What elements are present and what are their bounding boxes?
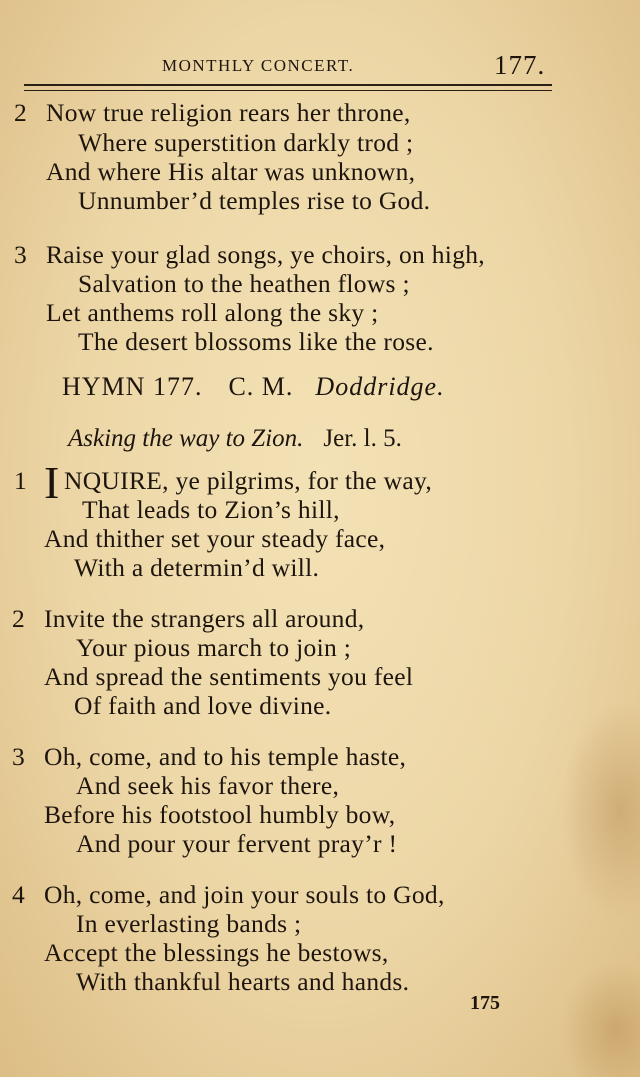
drop-cap: I [44,457,60,508]
hymn-title: HYMN 177. [62,372,203,401]
header-rule-thin [24,90,552,91]
hymn-topic: Asking the way to Zion. [68,425,304,452]
verse-line: That leads to Zion’s hill, [82,495,340,524]
verse-line: And where His altar was unknown, [46,157,416,186]
stanza-number: 3 [14,240,27,269]
hymn-subtitle [68,425,402,453]
running-head: MONTHLY CONCERT. [162,56,355,75]
paper-stain [560,700,640,920]
verse-line: Raise your glad songs, ye choirs, on high, [46,240,485,269]
verse-line: NQUIRE, ye pilgrims, for the way, [64,466,433,495]
verse-line: Now true religion rears her throne, [46,98,411,127]
hymn-author: Doddridge. [315,372,445,401]
verse-line: Let anthems roll along the sky ; [46,298,379,327]
verse-line: Oh, come, and join your souls to God, [44,880,445,909]
page-number: 177. [494,50,546,80]
verse-line: Your pious march to join ; [76,633,352,662]
stanza-number: 1 [14,466,27,495]
stanza-number: 2 [14,98,27,127]
verse-line: Oh, come, and to his temple haste, [44,742,407,771]
verse-line: And seek his favor there, [76,771,340,800]
stanza-number: 2 [12,604,25,633]
hymn-meter: C. M. [228,372,294,401]
paper-stain [560,960,640,1077]
page-header [0,50,640,86]
verse-line: Invite the strangers all around, [44,604,365,633]
verse-line: Before his footstool humbly bow, [44,800,396,829]
verse-line: And spread the sentiments you feel [44,662,414,691]
verse-line: The desert blossoms like the rose. [78,327,434,356]
verse-line: And thither set your steady face, [44,524,386,553]
verse-line: And pour your fervent pray’r ! [76,829,398,858]
signature-mark: 175 [470,992,500,1014]
verse-line: Where superstition darkly trod ; [78,128,414,157]
hymn-heading [62,372,445,402]
verse-line: With thankful hearts and hands. [76,967,410,996]
verse-line: Unnumber’d temples rise to God. [78,186,431,215]
verse-line: Of faith and love divine. [74,691,332,720]
verse-line: With a determin’d will. [74,553,320,582]
header-rule [24,84,552,86]
verse-line: Salvation to the heathen flows ; [78,269,410,298]
verse-line: In everlasting bands ; [76,909,302,938]
verse-line: Accept the blessings he bestows, [44,938,389,967]
stanza-number: 4 [12,880,25,909]
scripture-reference: Jer. l. 5. [323,425,402,452]
stanza-number: 3 [12,742,25,771]
